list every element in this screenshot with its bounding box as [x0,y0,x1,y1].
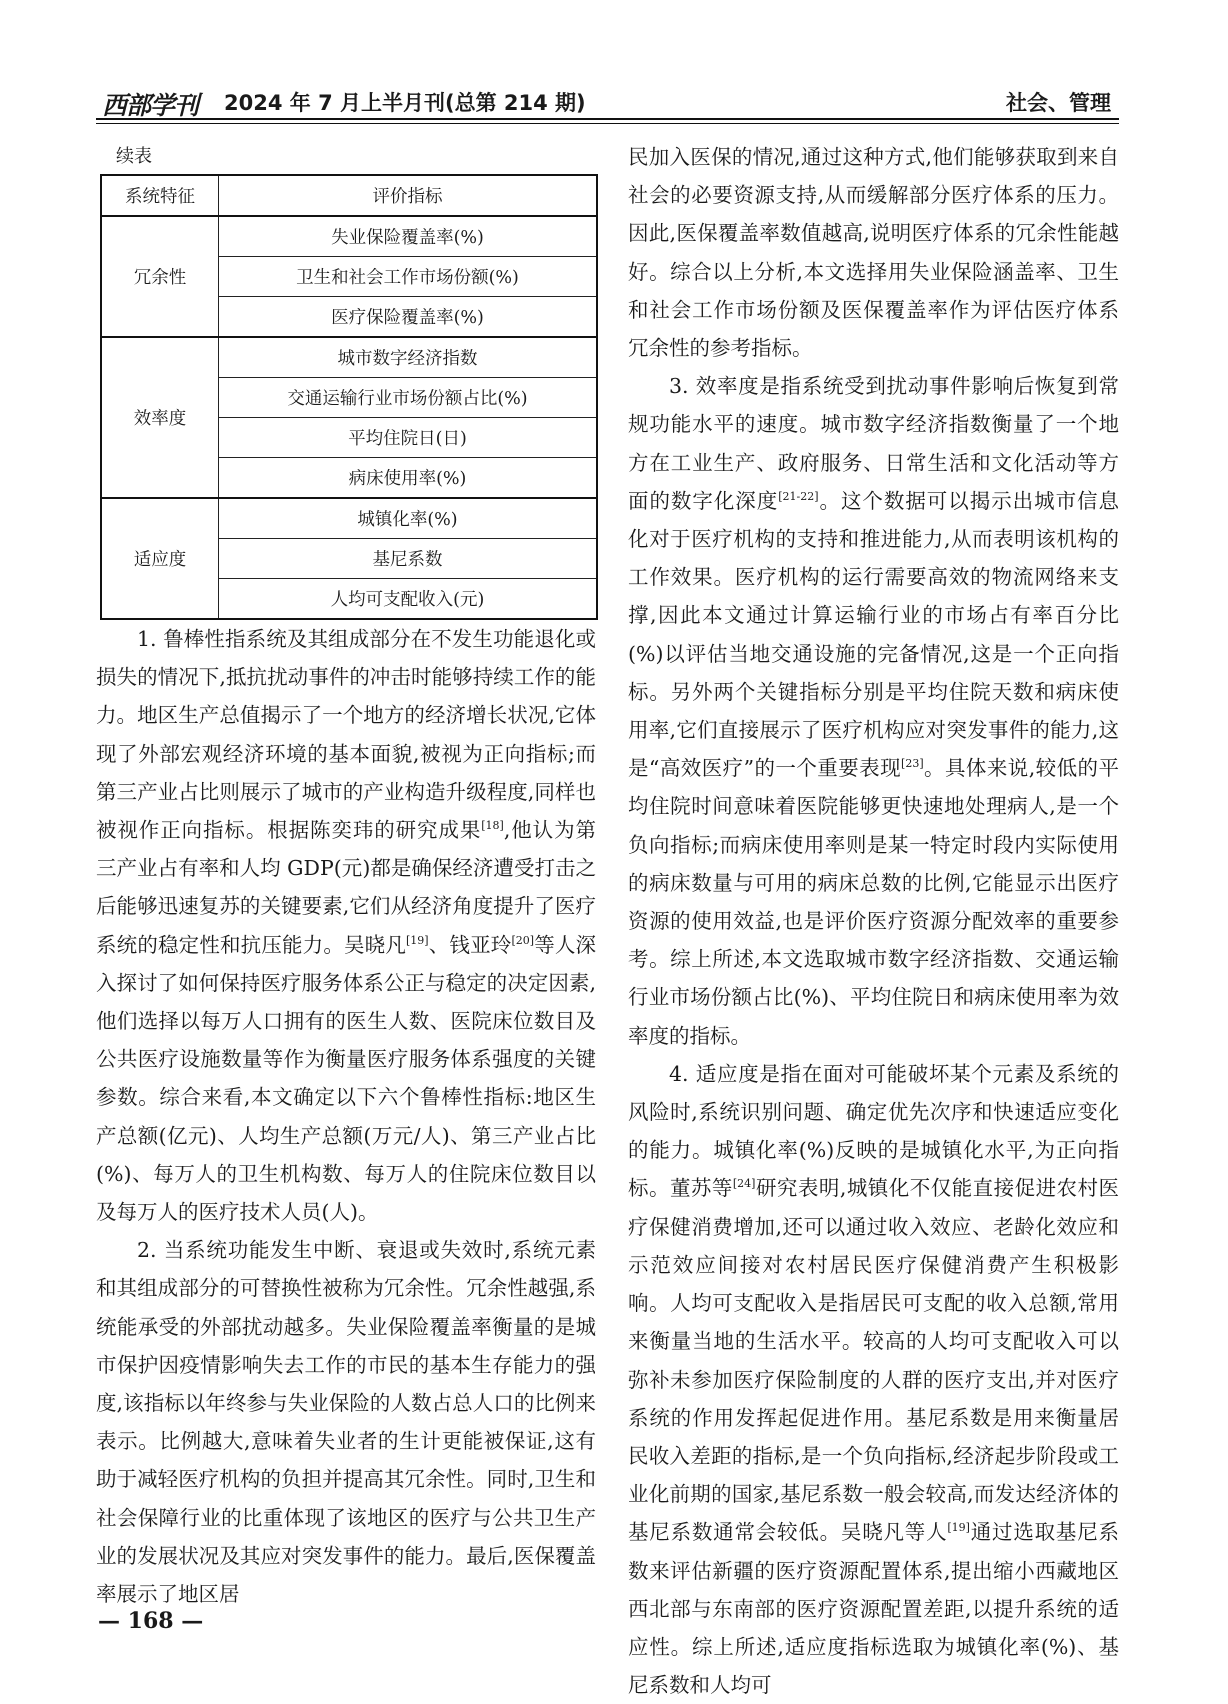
table-header-cell: 系统特征 [101,175,219,216]
text-run: ,他认为第三产业占有率和人均 GDP(元)都是确保经济遭受打击之后能够迅速复苏的关键要素,它们从经济角度提升了医疗系统的稳定性和抗压能力。吴晓凡 [96,818,596,957]
text-run: 4. 适应度是指在面对可能破坏某个元素及系统的风险时,系统识别问题、确定优先次序和快速适应变化的能力。城镇化率(%)反映的是城镇化水平,为正向指标。董苏等 [628,1061,1119,1201]
citation: [19] [406,933,429,947]
right-column [628,138,1119,1704]
table-header-cell: 评价指标 [219,175,598,216]
text-run: 。具体来说,较低的平均住院时间意味着医院能够更快速地处理病人,是一个负向指标;而病床使用率则是某一特定时段内实际使用的病床数量与可用的病床总数的比例,它能显示出医疗资源的使用效益,也是评价医疗资源分配效率的重要参考。综上所述,本文选取城市数字经济指数、交通运输行业市场份额占比(%)、平均住院日和病床使用率为效率度的指标。 [628,756,1119,1048]
text-run: 1. 鲁棒性指系统及其组成部分在不发生功能退化或损失的情况下,抵抗扰动事件的冲击时能够持续工作的能力。地区生产总值揭示了一个地方的经济增长状况,它体现了外部宏观经济环境的基本面貌,被视为正向指标;而第三产业占比则展示了城市的产业构造升级程度,同样也被视作正向指标。根据陈奕玮的研究成果 [96,627,596,843]
header-rule-thin [96,123,1119,124]
table-row [101,498,597,539]
text-run: 通过选取基尼系数来评估新疆的医疗资源配置体系,提出缩小西藏地区西北部与东南部的医疗资源配置差距,以提升系统的适应性。综上所述,适应度指标选取为城镇化率(%)、基尼系数和人均可 [628,1520,1120,1698]
text-run: 等人深入探讨了如何保持医疗服务体系公正与稳定的决定因素,他们选择以每万人口拥有的医生人数、医院床位数目及公共医疗设施数量等作为衡量医疗服务体系强度的关键参数。综合来看,本文确定以下六个鲁棒性指标:地区生产总额(亿元)、人均生产总额(万元/人)、第三产业占比(%)、每万人的卫生机构数、每万人的住院床位数目以及每万人的医疗技术人员(人)。 [96,932,597,1225]
journal-logo: 西部学刊 [102,91,199,120]
table-row [101,216,597,257]
text-run: 、钱亚玲 [428,932,512,957]
group-cell: 适应度 [101,498,219,619]
indicator-cell: 交通运输行业市场份额占比(%) [219,378,598,418]
evaluation-table [100,174,598,620]
citation: [18] [481,819,504,833]
paragraph-robustness [96,620,596,1231]
group-cell: 冗余性 [101,216,219,337]
indicator-cell: 平均住院日(日) [219,418,598,458]
page-header [96,84,1119,120]
group-cell: 效率度 [101,337,219,498]
text-run: 3. 效率度是指系统受到扰动事件影响后恢复到常规功能水平的速度。城市数字经济指数衡量了一个地方在工业生产、政府服务、日常生活和文化活动等方面的数字化深度 [628,374,1119,513]
paragraph-redundancy: 2. 当系统功能发生中断、衰退或失效时,系统元素和其组成部分的可替换性被称为冗余性。冗余性越强,系统能承受的外部扰动越多。失业保险覆盖率衡量的是城市保护因疫情影响失去工作的市民的基本生存能力的强度,该指标以年终参与失业保险的人数占总人口的比例来表示。比例越大,意味着失业者的生计更能被保证,这有助于减轻医疗机构的负担并提高其冗余性。同时,卫生和社会保障行业的比重体现了该地区的医疗与公共卫生产业的发展状况及其应对突发事件的能力。最后,医保覆盖率展示了地区居 [96,1238,596,1607]
section-title: 社会、管理 [1006,91,1111,115]
table-caption: 续表 [116,146,152,167]
citation: [23] [901,757,924,771]
citation: [19] [947,1521,970,1535]
citation: [21-22] [778,490,819,503]
indicator-cell: 卫生和社会工作市场份额(%) [219,257,598,297]
citation: [20] [511,933,535,947]
indicator-cell: 人均可支配收入(元) [219,579,598,620]
indicator-cell: 城市数字经济指数 [219,337,598,378]
text-run: 研究表明,城镇化不仅能直接促进农村医疗保健消费增加,还可以通过收入效应、老龄化效应和示范效应间接对农村居民医疗保健消费产生积极影响。人均可支配收入是指居民可支配的收入总额,常用来衡量当地的生活水平。较高的人均可支配收入可以弥补未参加医疗保险制度的人群的医疗支出,并对医疗系统的作用发挥起促进作用。基尼系数是用来衡量居民收入差距的指标,是一个负向指标,经济起步阶段或工业化前期的国家,基尼系数一般会较高,而发达经济体的基尼系数通常会较低。吴晓凡等人 [628,1176,1120,1545]
text-run: 。这个数据可以揭示出城市信息化对于医疗机构的支持和推进能力,从而表明该机构的工作效果。医疗机构的运行需要高效的物流网络来支撑,因此本文通过计算运输行业的市场占有率百分比(%)以评估当地交通设施的完备情况,这是一个正向指标。另外两个关键指标分别是平均住院天数和病床使用率,它们直接展示了医疗机构应对突发事件的能力,这是“高效医疗”的一个重要表现 [628,488,1119,781]
paragraph-adaptability [628,1055,1119,1704]
indicator-cell: 医疗保险覆盖率(%) [219,297,598,338]
header-rule-thick [96,118,1119,120]
indicator-cell: 病床使用率(%) [219,458,598,499]
indicator-cell: 城镇化率(%) [219,498,598,539]
table-row [101,337,597,378]
citation: [24] [732,1177,756,1191]
indicator-cell: 失业保险覆盖率(%) [219,216,598,257]
issue-info: 2024 年 7 月上半月刊(总第 214 期) [224,91,586,115]
paragraph-efficiency [628,367,1119,1055]
page-number: — 168 — [98,1608,204,1634]
table-header-row [101,175,597,216]
left-column [96,620,596,1613]
paragraph-redundancy-cont: 民加入医保的情况,通过这种方式,他们能够获取到来自社会的必要资源支持,从而缓解部分医疗体系的压力。因此,医保覆盖率数值越高,说明医疗体系的冗余性能越好。综合以上分析,本文选择用失业保险涵盖率、卫生和社会工作市场份额及医保覆盖率作为评估医疗体系冗余性的参考指标。 [628,145,1119,361]
indicator-cell: 基尼系数 [219,539,598,579]
